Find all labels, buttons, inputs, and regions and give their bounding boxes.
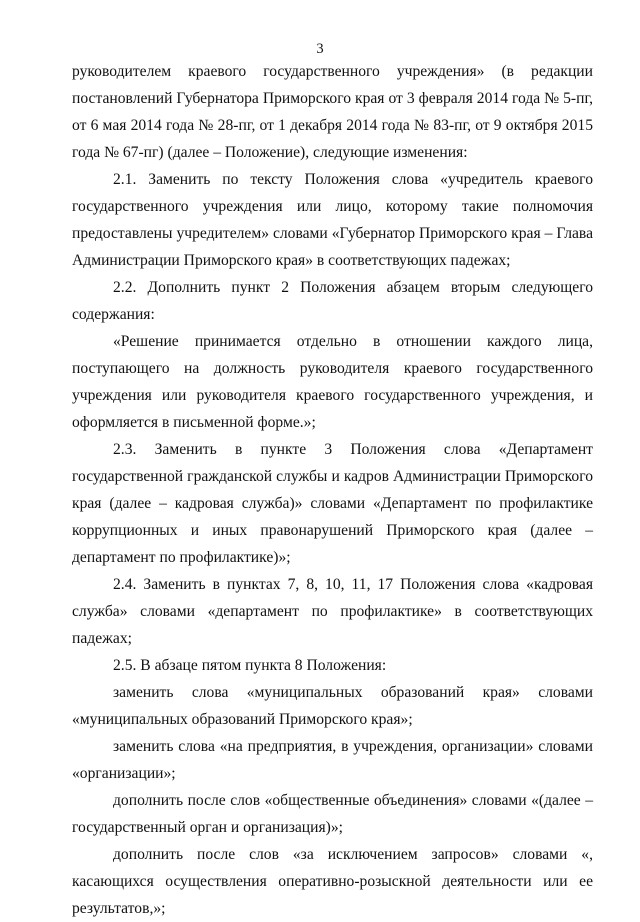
paragraph-2-4: 2.4. Заменить в пунктах 7, 8, 10, 11, 17 Положения слова «кадровая служба» словами «департамент по профилактике» в соответствующих падежах; (72, 576, 593, 647)
paragraph-2-3: 2.3. Заменить в пункте 3 Положения слова «Департамент государственной гражданской службы и кадров Администрации Приморского края (далее – кадровая служба)» словами «Департамент по профилактике коррупционных и иных правонарушений Приморского края (далее – департамент по профилактике)»; (72, 441, 593, 566)
paragraph-2-5-item-4: дополнить после слов «за исключением запросов» словами «, касающихся осуществления оперативно-розыскной деятельности или ее результатов,»; (72, 846, 593, 917)
paragraph-2-5-item-1: заменить слова «муниципальных образований края» словами «муниципальных образований Приморского края»; (72, 684, 593, 728)
paragraph-2-2: 2.2. Дополнить пункт 2 Положения абзацем вторым следующего содержания: (72, 279, 593, 323)
page-number: 3 (316, 41, 324, 57)
paragraph-2-2-quote: «Решение принимается отдельно в отношении каждого лица, поступающего на должность руководителя краевого государственного учреждения или руководителя краевого государственного учреждения, и оформляется в письменной форме.»; (72, 333, 593, 431)
paragraph-2-5-item-3: дополнить после слов «общественные объединения» словами «(далее – государственный орган и организация)»; (72, 792, 593, 836)
paragraph-2-1: 2.1. Заменить по тексту Положения слова «учредитель краевого государственного учреждения или лицо, которому такие полномочия предоставлены учредителем» словами «Губернатор Приморского края – Глава Администрации Приморского края» в соответствующих падежах; (72, 171, 593, 269)
paragraph-2-5: 2.5. В абзаце пятом пункта 8 Положения: (113, 657, 387, 674)
document-body (72, 58, 593, 922)
paragraph-2-5-item-2: заменить слова «на предприятия, в учреждения, организации» словами «организации»; (72, 738, 593, 782)
paragraph-intro-continuation: руководителем краевого государственного учреждения» (в редакции постановлений Губернатора Приморского края от 3 февраля 2014 года № 5-пг, от 6 мая 2014 года № 28-пг, от 1 декабря 2014 года № 83-пг, от 9 октября 2015 года № 67-пг) (далее – Положение), следующие изменения: (72, 63, 593, 161)
